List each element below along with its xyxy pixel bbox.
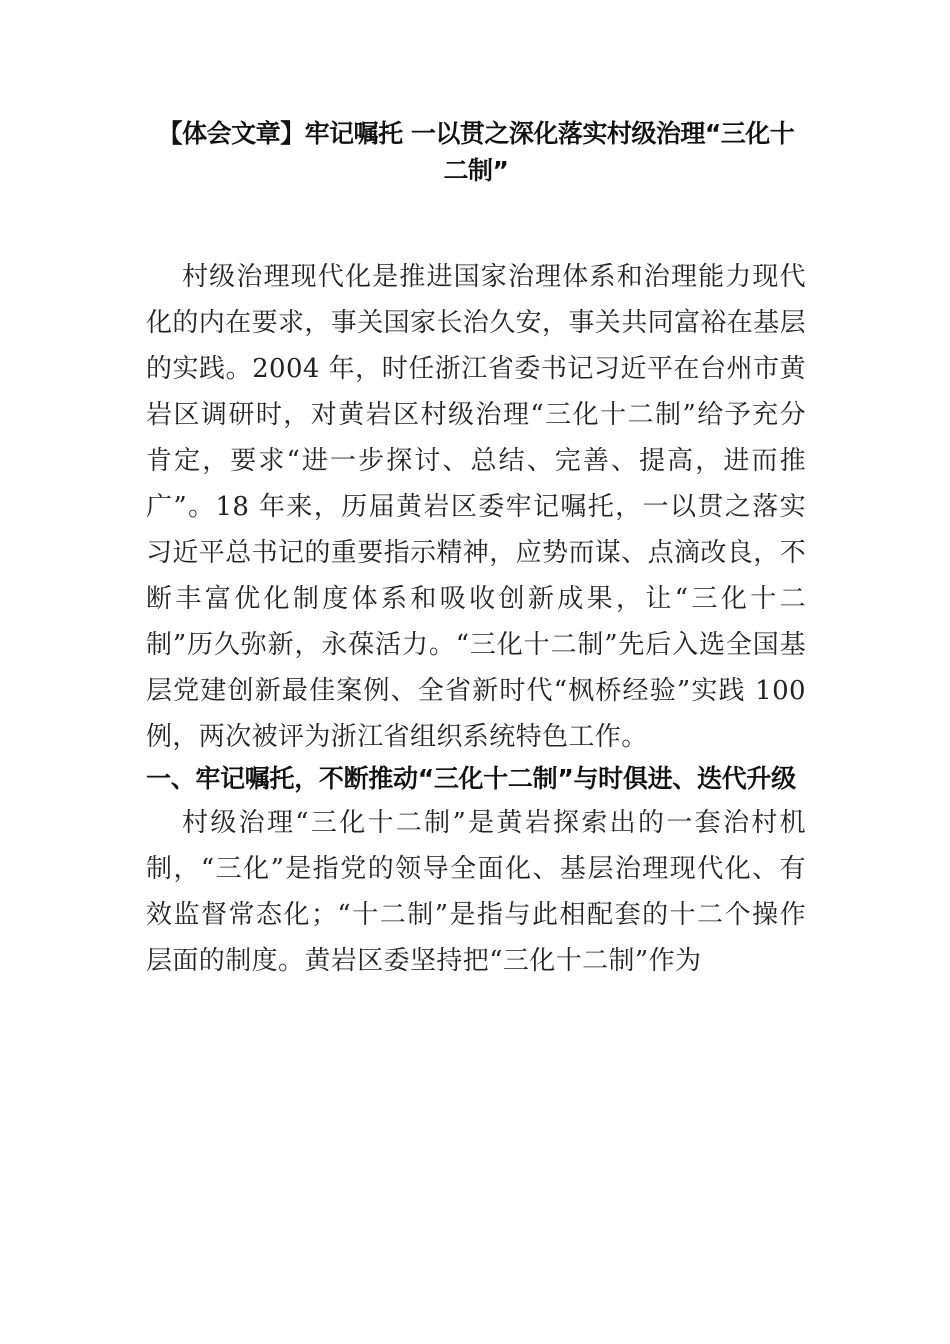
section-1-paragraph: 村级治理“三化十二制”是黄岩探索出的一套治村机制，“三化”是指党的领导全面化、基层治理现代化、有效监督常态化；“十二制”是指与此相配套的十二个操作层面的制度。黄岩区委坚持把“三化十二制”作为 [146, 808, 806, 976]
section-heading-1: 一、牢记嘱托，不断推动“三化十二制”与时俱进、迭代升级 [146, 764, 796, 793]
title-spacing [146, 189, 806, 254]
intro-paragraph: 村级治理现代化是推进国家治理体系和治理能力现代化的内在要求，事关国家长治久安，事关共同富裕在基层的实践。2004 年，时任浙江省委书记习近平在台州市黄岩区调研时，对黄岩区村级治理“三化十二制”给予充分肯定，要求“进一步探讨、总结、完善、提高，进而推广”。18 年来，历届黄岩区委牢记嘱托，一以贯之落实习近平总书记的重要指示精神，应势而谋、点滴改良，不断丰富优化制度体系和吸收创新成果，让“三化十二制”历久弥新，永葆活力。“三化十二制”先后入选全国基层党建创新最佳案例、全省新时代“枫桥经验”实践 100 例，两次被评为浙江省组织系统特色工作。 [146, 262, 807, 752]
document-body [146, 115, 806, 984]
document-title: 【体会文章】牢记嘱托 一以贯之深化落实村级治理“三化十二制” [157, 119, 795, 185]
